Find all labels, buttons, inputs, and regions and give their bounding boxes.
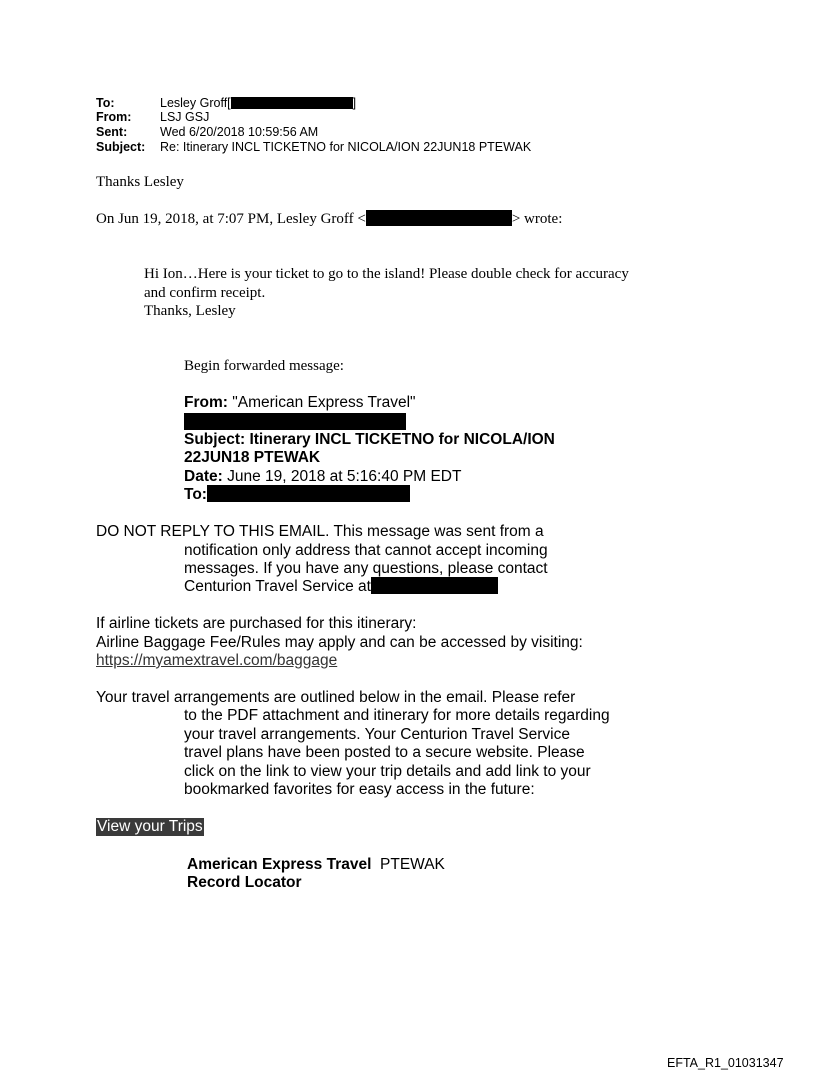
subject-label: Subject: <box>96 140 146 154</box>
sent-label: Sent: <box>96 125 128 139</box>
redaction-box <box>231 97 353 109</box>
lesley-line-1: Hi Ion…Here is your ticket to go to the island! Please double check for accuracy <box>144 266 629 282</box>
notice-line-4-text: Centurion Travel Service at <box>184 578 371 595</box>
fwd-date-value: June 19, 2018 at 5:16:40 PM EDT <box>227 468 462 485</box>
arrangements-line-2: to the PDF attachment and itinerary for more details regarding <box>184 707 610 724</box>
redaction-box <box>184 413 406 430</box>
to-label: To: <box>96 96 115 110</box>
arrangements-line-3: your travel arrangements. Your Centurion Travel Service <box>184 726 570 743</box>
document-id: EFTA_R1_01031347 <box>667 1056 784 1070</box>
header-subject <box>96 140 531 154</box>
fwd-from-value: "American Express Travel" <box>232 394 416 411</box>
baggage-link[interactable]: https://myamextravel.com/baggage <box>96 652 338 669</box>
header-from <box>96 110 209 124</box>
lesley-message <box>144 265 629 321</box>
to-value: Lesley Groff[ <box>160 96 231 110</box>
quote-intro-after: > wrote: <box>511 211 563 227</box>
record-label-1: American Express Travel <box>187 856 372 873</box>
fwd-from-redaction <box>184 412 406 430</box>
lesley-line-2: and confirm receipt. <box>144 284 266 301</box>
record-label-2: Record Locator <box>187 874 302 891</box>
fwd-date-label: Date: <box>184 468 223 485</box>
redaction-box <box>207 485 410 502</box>
record-line-2 <box>187 874 445 892</box>
fwd-subject-line-2: 22JUN18 PTEWAK <box>184 449 321 466</box>
notice-line-4 <box>184 578 498 596</box>
reply-thanks: Thanks Lesley <box>96 174 184 190</box>
baggage-line-2: Airline Baggage Fee/Rules may apply and can be accessed by visiting: <box>96 634 583 651</box>
fwd-to-label: To: <box>184 486 207 503</box>
arrangements-line-5: click on the link to view your trip details and add link to your <box>184 763 591 780</box>
fwd-from <box>184 394 416 412</box>
to-close: ] <box>352 96 357 110</box>
notice-line-3: messages. If you have any questions, please contact <box>184 560 548 577</box>
quote-intro-before: On Jun 19, 2018, at 7:07 PM, Lesley Groff < <box>96 211 366 227</box>
quote-intro <box>96 210 562 228</box>
arrangements-line-1: Your travel arrangements are outlined below in the email. Please refer <box>96 689 576 706</box>
lesley-line-3: Thanks, Lesley <box>144 303 236 319</box>
fwd-date <box>184 468 461 486</box>
notice-line-2: notification only address that cannot accept incoming <box>184 542 548 559</box>
arrangements-line-6: bookmarked favorites for easy access in the future: <box>184 781 535 798</box>
fwd-subject-line-1: Subject: Itinerary INCL TICKETNO for NICOLA/ION <box>184 431 555 448</box>
record-line-1 <box>187 856 445 874</box>
subject-value: Re: Itinerary INCL TICKETNO for NICOLA/ION 22JUN18 PTEWAK <box>160 140 532 154</box>
fwd-from-label: From: <box>184 394 228 411</box>
forwarded-begin: Begin forwarded message: <box>184 358 344 374</box>
header-to <box>96 96 356 110</box>
record-locator <box>187 856 445 892</box>
fwd-subject <box>184 431 555 467</box>
record-value: PTEWAK <box>380 856 445 873</box>
redaction-box <box>371 577 498 594</box>
sent-value: Wed 6/20/2018 10:59:56 AM <box>160 125 319 139</box>
fwd-to <box>184 486 410 504</box>
from-label: From: <box>96 110 132 124</box>
view-trips-button[interactable]: View your Trips <box>97 818 203 835</box>
redaction-box <box>366 210 512 226</box>
header-sent <box>96 125 318 139</box>
notice-line-1: DO NOT REPLY TO THIS EMAIL. This message was sent from a <box>96 523 544 540</box>
baggage-line-1: If airline tickets are purchased for this itinerary: <box>96 615 417 632</box>
arrangements-line-4: travel plans have been posted to a secure website. Please <box>184 744 585 761</box>
from-value: LSJ GSJ <box>160 110 210 124</box>
